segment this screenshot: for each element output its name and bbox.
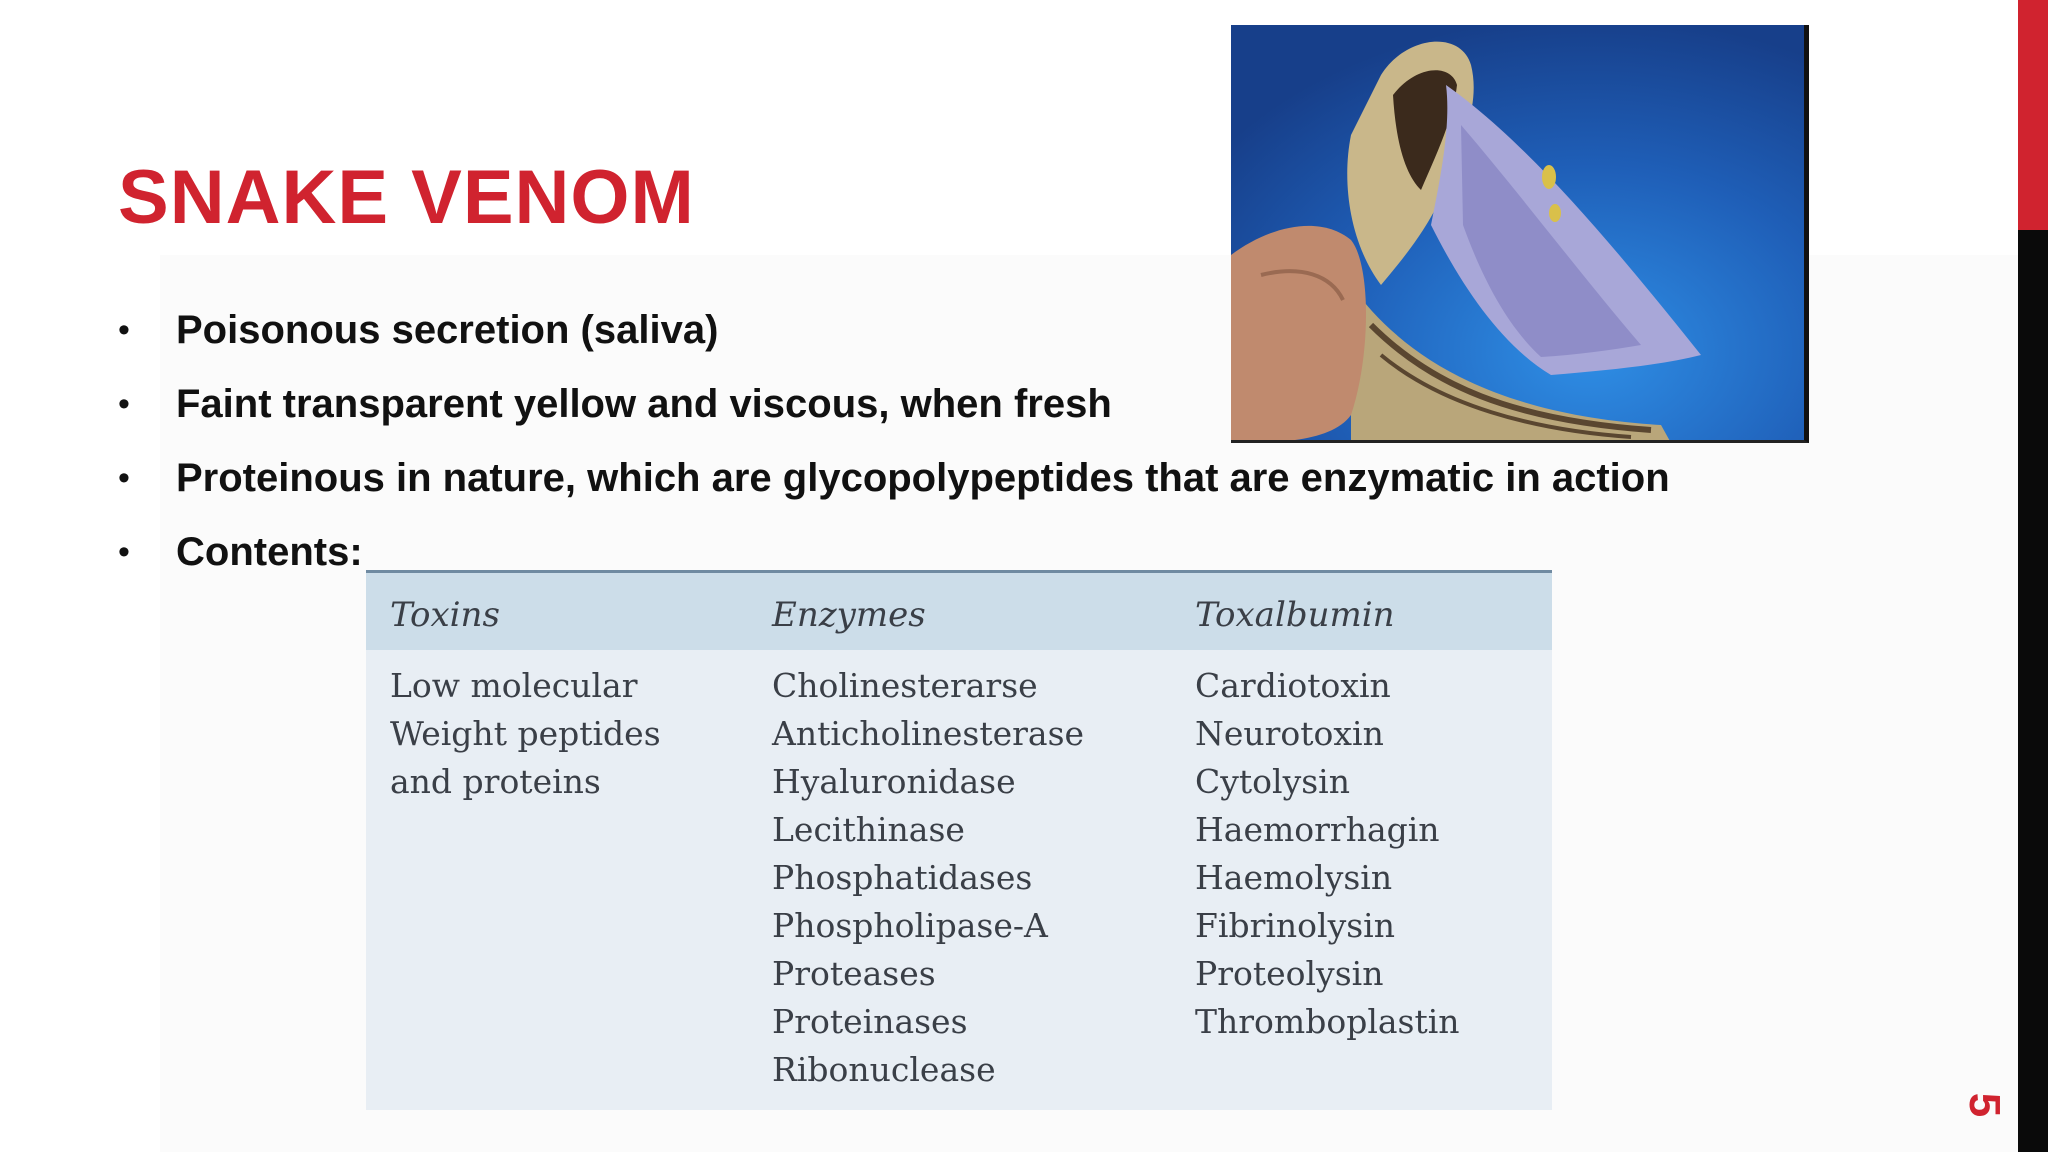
table-header-cell: Toxalbumin bbox=[1195, 595, 1395, 635]
table-header-cell: Toxins bbox=[390, 595, 500, 635]
table-cell: Haemorrhagin bbox=[1195, 810, 1440, 849]
table-cell: Haemolysin bbox=[1195, 858, 1393, 897]
table-cell: Fibrinolysin bbox=[1195, 906, 1395, 945]
table-cell: Cardiotoxin bbox=[1195, 666, 1391, 705]
table-cell: Proteolysin bbox=[1195, 954, 1384, 993]
slide-title: SNAKE VENOM bbox=[118, 155, 695, 240]
table-cell: and proteins bbox=[390, 762, 601, 801]
bullet-marker: • bbox=[118, 459, 130, 497]
bullet-text: Faint transparent yellow and viscous, when fresh bbox=[176, 382, 1112, 426]
bullet-text: Contents: bbox=[176, 530, 363, 574]
table-cell: Phosphatidases bbox=[772, 858, 1033, 897]
table-cell: Proteases bbox=[772, 954, 936, 993]
table-cell: Cholinesterarse bbox=[772, 666, 1038, 705]
bullet-text: Poisonous secretion (saliva) bbox=[176, 308, 719, 352]
table-cell: Thromboplastin bbox=[1195, 1002, 1460, 1041]
table-cell: Weight peptides bbox=[390, 714, 661, 753]
table-cell: Anticholinesterase bbox=[772, 714, 1085, 753]
snake-venom-photo bbox=[1231, 25, 1809, 443]
table-cell: Phospholipase-A bbox=[772, 906, 1048, 945]
table-cell: Ribonuclease bbox=[772, 1050, 996, 1089]
table-cell: Low molecular bbox=[390, 666, 638, 705]
snake-illustration bbox=[1231, 25, 1809, 443]
bullet-text: Proteinous in nature, which are glycopolypeptides that are enzymatic in action bbox=[176, 456, 1670, 500]
side-accent-bar-red bbox=[2018, 0, 2048, 230]
bullet-marker: • bbox=[118, 311, 130, 349]
table-cell: Neurotoxin bbox=[1195, 714, 1384, 753]
bullet-marker: • bbox=[118, 533, 130, 571]
table-column-enzymes bbox=[772, 662, 1084, 1094]
bullet-item bbox=[118, 448, 1968, 522]
table-header-cell: Enzymes bbox=[772, 595, 926, 635]
table-column-toxins bbox=[390, 662, 661, 806]
table-column-toxalbumin bbox=[1195, 662, 1460, 1046]
table-cell: Lecithinase bbox=[772, 810, 965, 849]
slide-page-number: 5 bbox=[1960, 1092, 2010, 1118]
table-cell: Cytolysin bbox=[1195, 762, 1350, 801]
table-header-row bbox=[366, 570, 1552, 650]
table-cell: Hyaluronidase bbox=[772, 762, 1016, 801]
table-cell: Proteinases bbox=[772, 1002, 968, 1041]
venom-contents-table bbox=[366, 570, 1552, 1110]
bullet-marker: • bbox=[118, 385, 130, 423]
